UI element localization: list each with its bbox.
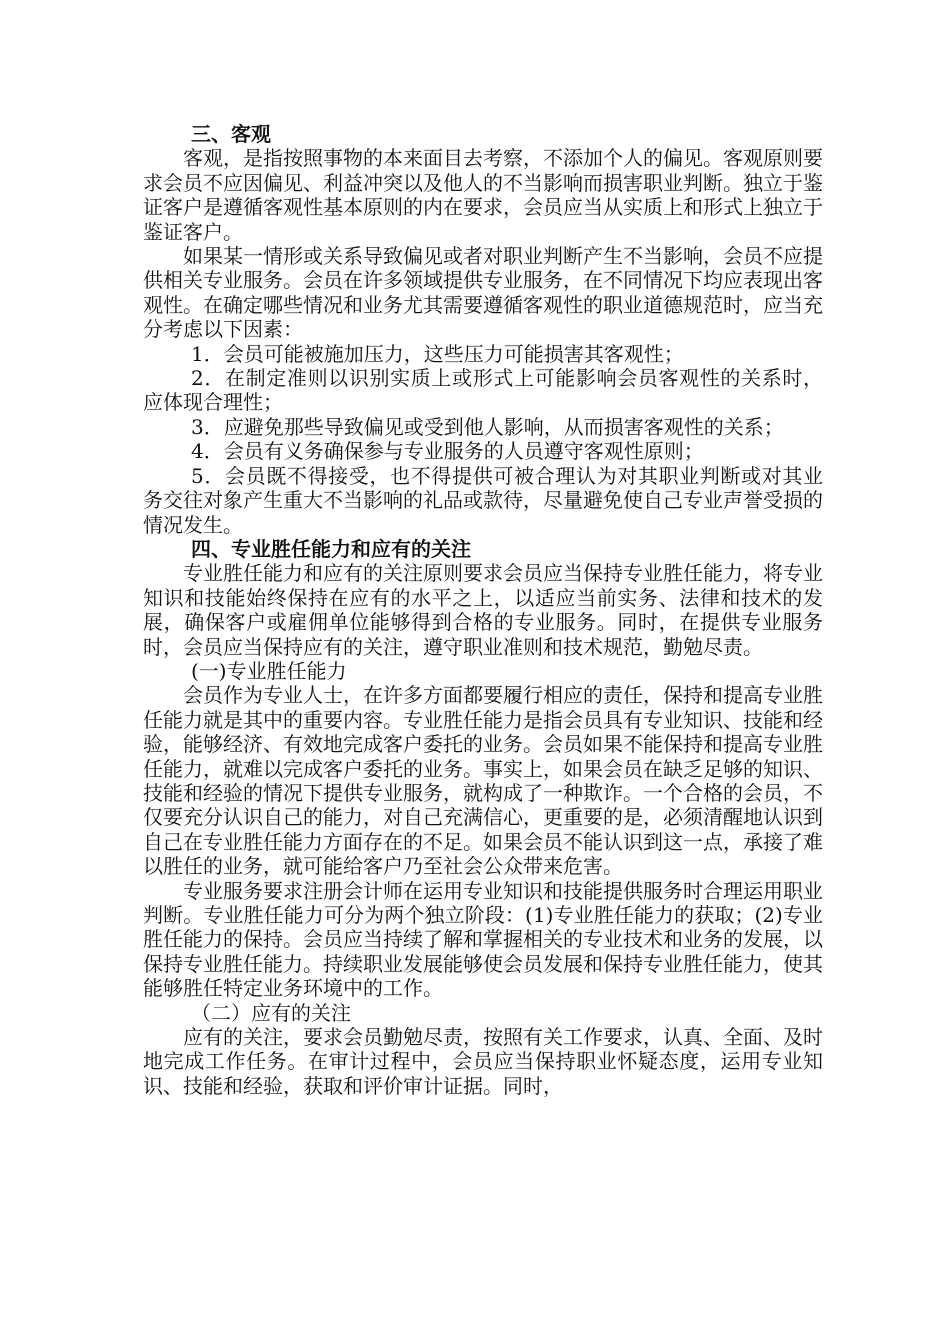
paragraph: 应有的关注，要求会员勤勉尽责，按照有关工作要求，认真、全面、及时地完成工作任务。在审计过程中，会员应当保持职业怀疑态度，运用专业知识、技能和经验，获取和评价审计证据。同时，	[143, 1025, 823, 1098]
list-item: 5．会员既不得接受，也不得提供可被合理认为对其职业判断或对其业务交往对象产生重大不当影响的礼品或款待，尽量避免使自己专业声誉受损的情况发生。	[143, 463, 823, 537]
paragraph: 专业服务要求注册会计师在运用专业知识和技能提供服务时合理运用职业判断。专业胜任能力可分为两个独立阶段：(1)专业胜任能力的获取；(2)专业胜任能力的保持。会员应当持续了解和掌握相关的专业技术和业务的发展，以保持专业胜任能力。持续职业发展能够使会员发展和保持专业胜任能力，使其能够胜任特定业务环境中的工作。	[143, 878, 823, 1001]
section-heading-competence: 四、专业胜任能力和应有的关注	[191, 536, 471, 561]
paragraph: 客观，是指按照事物的本来面目去考察，不添加个人的偏见。客观原则要求会员不应因偏见、利益冲突以及他人的不当影响而损害职业判断。独立于鉴证客户是遵循客观性基本原则的内在要求，会员应当从实质上和形式上独立于鉴证客户。	[143, 146, 823, 244]
list-item: 4．会员有义务确保参与专业服务的人员遵守客观性原则；	[191, 439, 704, 464]
subsection-heading-competence: (一)专业胜任能力	[191, 658, 347, 683]
subsection-heading-due-care: （二）应有的关注	[191, 1000, 351, 1025]
list-item: 2．在制定准则以识别实质上或形式上可能影响会员客观性的关系时，应体现合理性；	[143, 366, 823, 415]
document-page	[143, 122, 823, 1098]
paragraph: 专业胜任能力和应有的关注原则要求会员应当保持专业胜任能力，将专业知识和技能始终保持在应有的水平之上，以适应当前实务、法律和技术的发展，确保客户或雇佣单位能够得到合格的专业服务。同时，在提供专业服务时，会员应当保持应有的关注，遵守职业准则和技术规范，勤勉尽责。	[143, 561, 823, 659]
section-heading-objectivity: 三、客观	[191, 122, 271, 146]
list-item: 3．应避免那些导致偏见或受到他人影响，从而损害客观性的关系；	[191, 414, 784, 439]
paragraph: 会员作为专业人士，在许多方面都要履行相应的责任，保持和提高专业胜任能力就是其中的重要内容。专业胜任能力是指会员具有专业知识、技能和经验，能够经济、有效地完成客户委托的业务。会员如果不能保持和提高专业胜任能力，就难以完成客户委托的业务。事实上，如果会员在缺乏足够的知识、技能和经验的情况下提供专业服务，就构成了一种欺诈。一个合格的会员，不仅要充分认识自己的能力，对自己充满信心，更重要的是，必须清醒地认识到自己在专业胜任能力方面存在的不足。如果会员不能认识到这一点，承接了难以胜任的业务，就可能给客户乃至社会公众带来危害。	[143, 683, 823, 879]
paragraph: 如果某一情形或关系导致偏见或者对职业判断产生不当影响，会员不应提供相关专业服务。会员在许多领域提供专业服务，在不同情况下均应表现出客观性。在确定哪些情况和业务尤其需要遵循客观性的职业道德规范时，应当充分考虑以下因素：	[143, 244, 823, 342]
list-item: 1．会员可能被施加压力，这些压力可能损害其客观性；	[191, 341, 684, 366]
